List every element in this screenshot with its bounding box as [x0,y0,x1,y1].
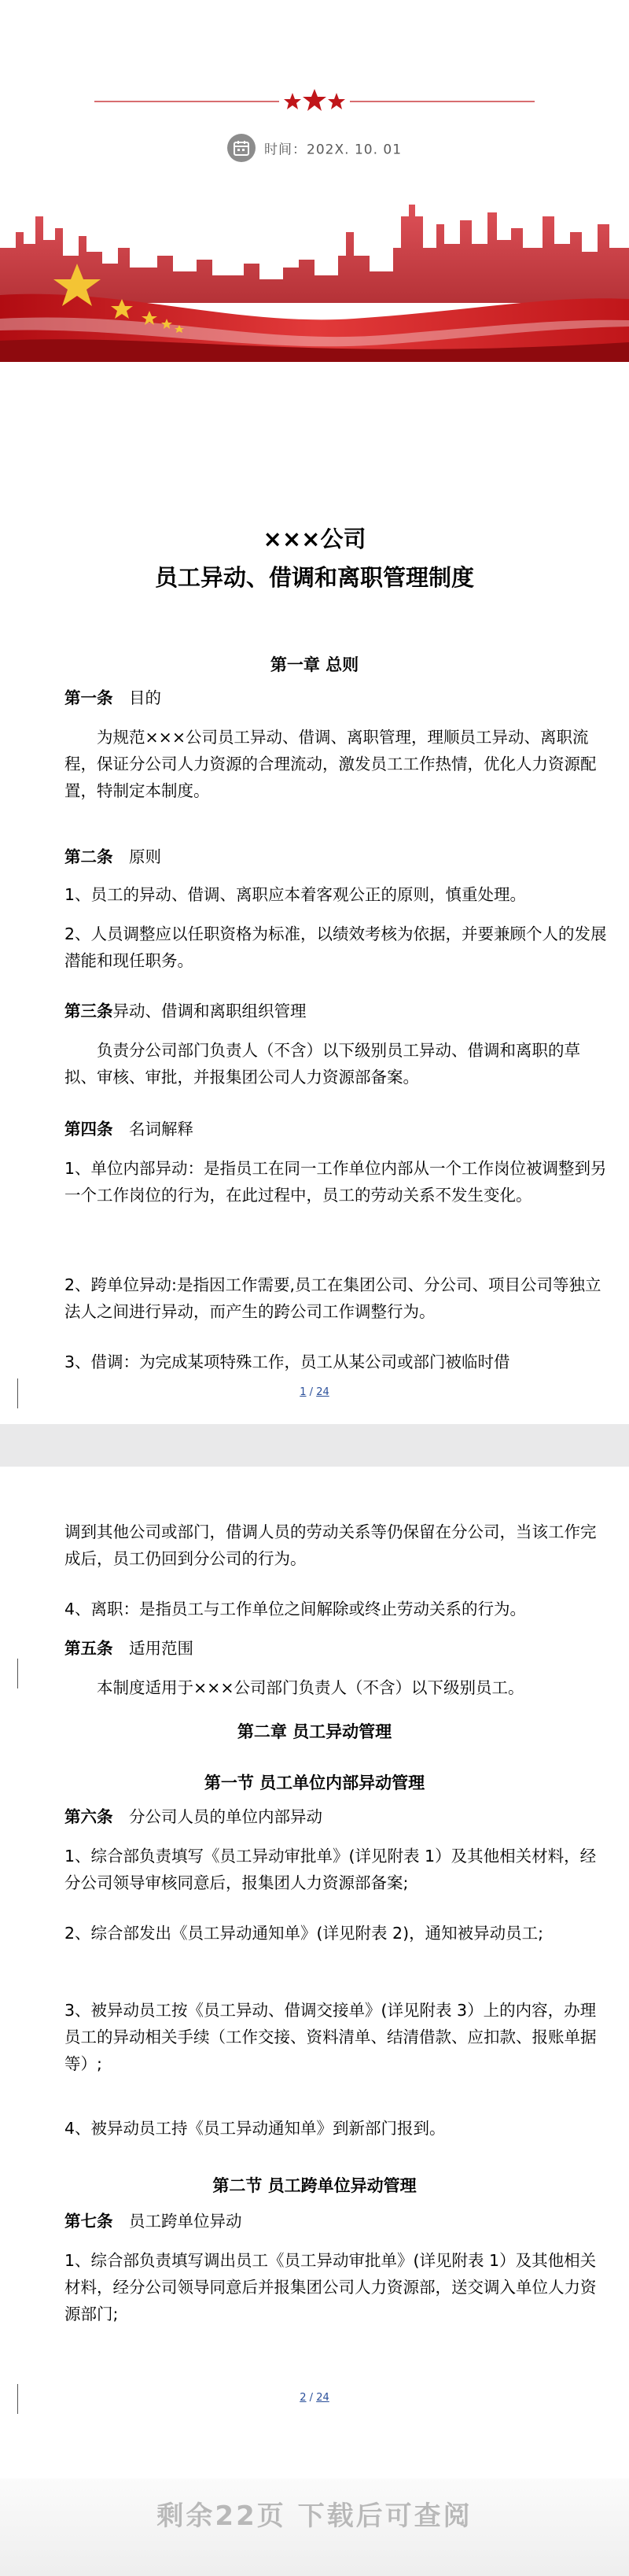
article-title: 适用范围 [129,1639,193,1658]
page-number: 1 / 24 [300,1386,329,1398]
paragraph: 1、综合部负责填写《员工异动审批单》(详见附表 1）及其他相关材料，经分公司领导审核同意后，报集团人力资源部备案; [64,1847,597,1892]
star-icon [284,93,301,109]
article-title: 原则 [129,847,161,866]
chapter-heading: 第二章 员工异动管理 [237,1722,392,1741]
paragraph: 1、单位内部异动：是指员工在同一工作单位内部从一个工作岗位被调整到另一个工作岗位的行为，在此过程中，员工的劳动关系不发生变化。 [64,1159,607,1205]
article-title: 异动、借调和离职组织管理 [112,1002,307,1020]
article-label: 第六条 [64,1807,113,1826]
article-label: 第三条 [64,1002,113,1020]
remaining-pages-text[interactable]: 剩余22页 下载后可查阅 [156,2500,473,2532]
article-heading [64,2208,612,2235]
article-label: 第二条 [64,847,113,866]
article-label: 第四条 [64,1120,113,1139]
article-heading [64,685,612,711]
paragraph: 2、人员调整应以任职资格为标准，以绩效考核为依据，并要兼顾个人的发展潜能和现任职务。 [64,924,607,970]
document-title: 员工异动、借调和离职管理制度 [154,564,474,591]
chapter-heading: 第一章 总则 [270,655,359,674]
paragraph: 3、被异动员工按《员工异动、借调交接单》(详见附表 3）上的内容，办理员工的异动相关手续（工作交接、资料清单、结清借款、应扣款、报账单据等）; [64,2001,597,2073]
article-label: 第五条 [64,1639,113,1658]
paragraph: 2、综合部发出《员工异动通知单》(详见附表 2)，通知被异动员工; [64,1924,544,1943]
section-heading: 第二节 员工跨单位异动管理 [212,2176,417,2195]
paragraph: 1、员工的异动、借调、离职应本着客观公正的原则，慎重处理。 [64,885,527,904]
article-title: 目的 [129,688,161,707]
article-label: 第一条 [64,688,113,707]
article-heading [64,843,612,870]
paragraph: 4、离职：是指员工与工作单位之间解除或终止劳动关系的行为。 [64,1600,527,1618]
star-icon [303,89,326,111]
paragraph: 负责分公司部门负责人（不含）以下级别员工异动、借调和离职的草拟、审核、审批，并报集团公司人力资源部备案。 [64,1041,580,1087]
page-separator [0,1424,629,1467]
star-icon [328,93,345,109]
article-heading [64,1803,612,1830]
article-label: 第七条 [64,2212,113,2231]
paragraph: 调到其他公司或部门，借调人员的劳动关系等仍保留在分公司，当该工作完成后，员工仍回到分公司的行为。 [64,1522,597,1568]
article-heading [64,998,612,1024]
paragraph: 3、借调：为完成某项特殊工作，员工从某公司或部门被临时借 [64,1353,510,1371]
download-prompt[interactable] [0,2478,629,2576]
page-number: 2 / 24 [300,2392,329,2404]
article-heading [64,1116,612,1142]
header-stars-divider [0,88,629,115]
article-title: 分公司人员的单位内部异动 [129,1807,322,1826]
company-name: ×××公司 [263,526,366,552]
date-row [0,134,629,162]
paragraph: 4、被异动员工持《员工异动通知单》到新部门报到。 [64,2119,446,2138]
paragraph: 本制度适用于×××公司部门负责人（不含）以下级别员工。 [97,1678,524,1697]
calendar-icon [227,134,256,162]
header-banner [0,201,629,362]
section-heading: 第一节 员工单位内部异动管理 [204,1773,425,1792]
publish-date: 时间：202X. 10. 01 [264,142,403,158]
paragraph: 1、综合部负责填写调出员工《员工异动审批单》(详见附表 1）及其他相关材料，经分公司领导同意后并报集团公司人力资源部，送交调入单位人力资源部门; [64,2251,597,2323]
paragraph: 2、跨单位异动:是指因工作需要,员工在集团公司、分公司、项目公司等独立法人之间进行异动，而产生的跨公司工作调整行为。 [64,1275,601,1321]
article-title: 员工跨单位异动 [129,2212,242,2231]
article-heading [64,1635,612,1662]
margin-marker [17,1659,18,1688]
article-title: 名词解释 [129,1120,193,1139]
paragraph: 为规范×××公司员工异动、借调、离职管理，理顺员工异动、离职流程，保证分公司人力资源的合理流动，激发员工工作热情，优化人力资源配置，特制定本制度。 [64,728,597,800]
